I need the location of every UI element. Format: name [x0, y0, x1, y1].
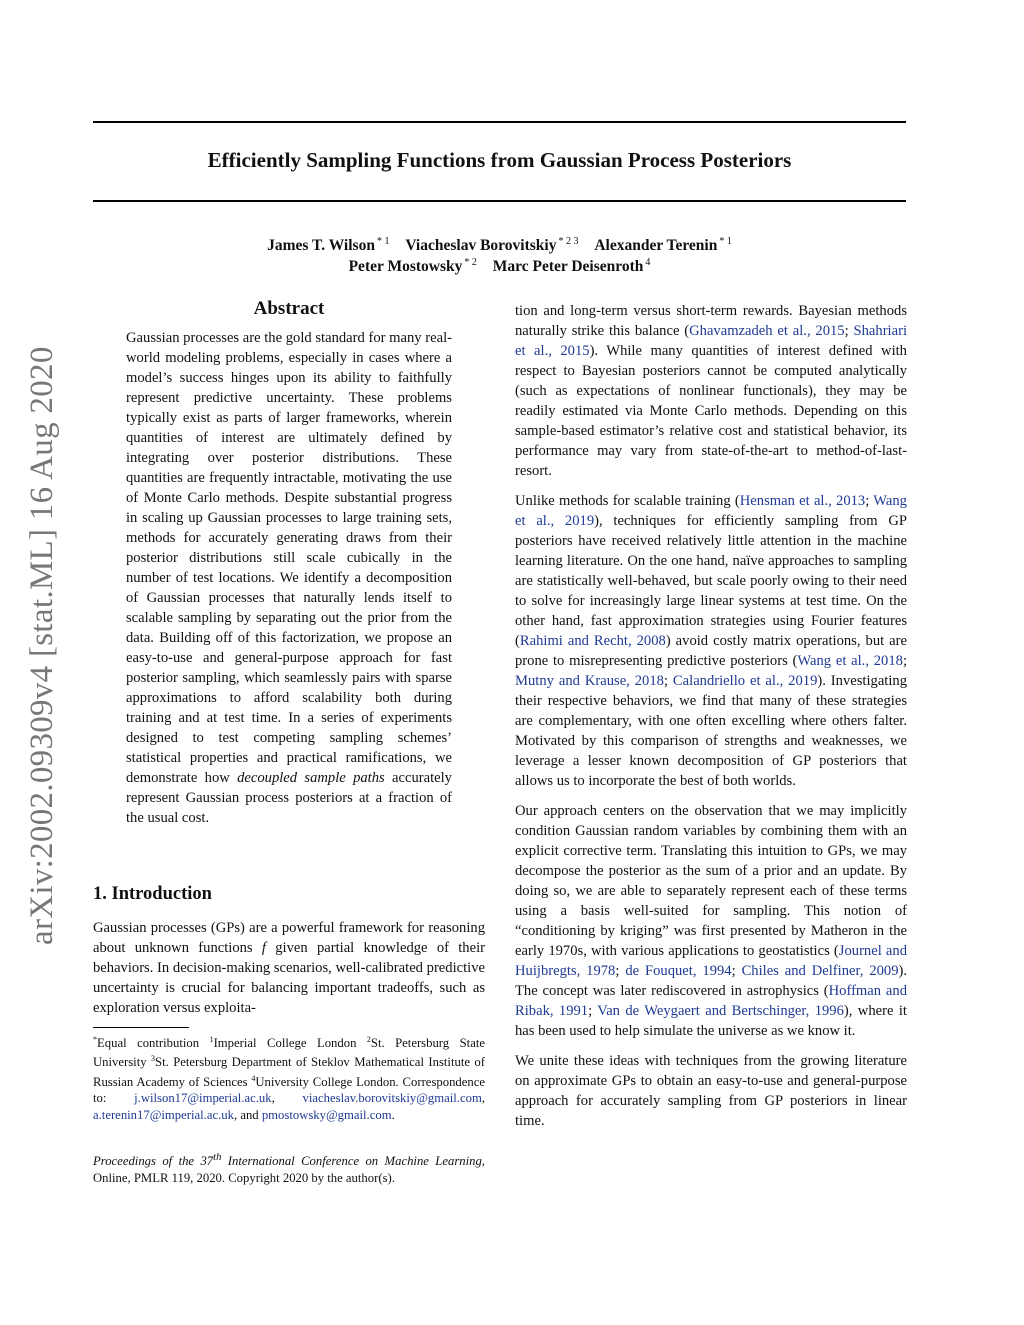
right-column	[515, 301, 907, 1141]
citation-link[interactable]: Hensman et al., 2013	[739, 493, 866, 509]
abstract-body: Gaussian processes are the gold standard for many real-world modeling problems, especially in cases where a model’s success hinges upon its ability to faithfully represent predictive uncertainty. These problems typically exist as parts of larger frameworks, wherein quantities of interest are ultimately defined by integrating over posterior distributions. These quantities are frequently intractable, motivating the use of Monte Carlo methods. Despite substantial progress in scaling up Gaussian processes to large training sets, methods for accurately generating draws from their posterior distributions still scale cubically in the number of test locations. We identify a decomposition of Gaussian processes that naturally lends itself to scalable sampling by separating out the prior from the data. Building off of this factorization, we propose an easy-to-use and general-purpose approach for fast posterior sampling, which seamlessly pairs with sparse approximations to afford scalability both during training and at test time. In a series of experiments designed to test competing sampling schemes’ statistical properties and practical ramifications, we demonstrate how decoupled sample paths accurately represent Gaussian process posteriors at a fraction of the usual cost.	[126, 330, 452, 826]
author: Alexander Terenin $^{* 1}$	[594, 236, 732, 254]
paragraph-text: ), where it has been used to help simulate the universe as we know it.	[515, 1003, 907, 1039]
paragraph-text: ) avoid costly matrix operations, but are prone to misrepresenting predictive posteriors (	[515, 633, 907, 669]
body-paragraph	[515, 1051, 907, 1131]
author: Viacheslav Borovitskiy $^{* 2 3}$	[405, 236, 579, 254]
author-line-2	[93, 257, 906, 276]
footnote-rule	[93, 1027, 189, 1028]
email-link[interactable]: a.terenin17@imperial.ac.uk	[93, 1107, 234, 1122]
email-link[interactable]: viacheslav.borovitskiy@gmail.com	[302, 1091, 482, 1106]
paragraph-text: ;	[588, 1003, 598, 1019]
citation-link[interactable]: Rahimi and Recht, 2008	[519, 633, 666, 649]
paragraph-text: ). Investigating their respective behaviors, we find that many of these strategies are complementary, with one often excelling where others falter. Motivated by this comparison of strengths and weaknesses, we leverage a lesser known decomposition of GP posteriors that allows us to incorporate the best of both worlds.	[515, 673, 908, 789]
author-line-1	[93, 236, 906, 255]
author: Peter Mostowsky $^{* 2}$	[348, 257, 477, 275]
citation-link[interactable]: Shahriari et al., 2015	[515, 323, 907, 359]
body-paragraph	[515, 801, 907, 1041]
arxiv-identifier-stamp: arXiv:2002.09309v4 [stat.ML] 16 Aug 2020	[24, 346, 60, 945]
citation-link[interactable]: Wang et al., 2019	[515, 493, 907, 529]
citation-link[interactable]: Van de Weygaert and Bertschinger, 1996	[597, 1003, 844, 1019]
author: James T. Wilson $^{* 1}$	[267, 236, 390, 254]
email-link[interactable]: pmostowsky@gmail.com	[261, 1107, 392, 1122]
author: Marc Peter Deisenroth $^4$	[492, 257, 651, 275]
citation-link[interactable]: Hoffman and Ribak, 1991	[515, 983, 907, 1019]
body-paragraph	[515, 301, 907, 481]
paragraph-text: ), techniques for efficiently sampling from GP posteriors have received relatively little attention in the machine learning literature. On the one hand, naïve approaches to sampling are statistically well-behaved, but scale poorly owing to their need to solve for increasingly large linear systems at test time. On the other hand, fast approximation strategies using Fourier features (	[515, 513, 907, 649]
paragraph-text: ;	[663, 673, 673, 689]
body-paragraph	[515, 491, 907, 791]
paragraph-text: ). The concept was later rediscovered in astrophysics (	[515, 963, 908, 999]
citation-link[interactable]: Chiles and Delfiner, 2009	[741, 963, 899, 979]
email-link[interactable]: j.wilson17@imperial.ac.uk	[134, 1091, 272, 1106]
introduction-paragraph: Gaussian processes (GPs) are a powerful framework for reasoning about unknown functions f given partial knowledge of their behaviors. In decision-making scenarios, well-calibrated predictive uncertainty is crucial for balancing important tradeoffs, such as exploration versus exploita-	[93, 920, 485, 1016]
paragraph-text: ;	[731, 963, 742, 979]
paragraph-text: ;	[844, 323, 854, 339]
citation-link[interactable]: Calandriello et al., 2019	[672, 673, 818, 689]
title-top-rule	[93, 121, 906, 123]
paragraph-text: Unlike methods for scalable training (	[515, 493, 740, 509]
paragraph-text: ;	[865, 493, 874, 509]
paragraph-text: tion and long-term versus short-term rewards. Bayesian methods naturally strike this balance (	[515, 303, 907, 339]
paragraph-text: ;	[902, 653, 908, 669]
paragraph-text: ). While many quantities of interest defined with respect to Bayesian posteriors cannot be computed analytically (such as expectations of nonlinear functionals), they may be readily estimated via Monte Carlo methods. Depending on this sample-based estimator’s relative cost and statistical behavior, its performance may vary from state-of-the-art to method-of-last-resort.	[515, 343, 907, 479]
paragraph-text: Our approach centers on the observation that we may implicitly condition Gaussian random variables by combining them with an explicit corrective term. Translating this intuition to GPs, we may decompose the posterior as the sum of a prior and an update. By doing so, we are able to separately represent each of these terms using a basis well-suited for sampling. This notion of “conditioning by kriging” was first presented by Matheron in the early 1970s, with various applications to geostatistics (	[515, 803, 907, 959]
citation-link[interactable]: Mutny and Krause, 2018	[515, 673, 664, 689]
proceedings-note: Proceedings of the 37th International Conference on Machine Learning, Online, PMLR 119, 2020. Copyright 2020 by the author(s).	[93, 1152, 485, 1186]
citation-link[interactable]: Journel and Huijbregts, 1978	[515, 943, 907, 979]
citation-link[interactable]: Ghavamzadeh et al., 2015	[689, 323, 845, 339]
paper-title: Efficiently Sampling Functions from Gaussian Process Posteriors	[207, 148, 792, 172]
section-heading-introduction: 1. Introduction	[93, 884, 212, 904]
affiliation-footnote: *Equal contribution $^1$Imperial College London $^2$St. Petersburg State University $^3$St. Petersburg Department of Steklov Mathematical Institute of Russian Academy of Sciences $^4$University College London. Correspondence to: j.wilson17@imperial.ac.uk, viacheslav.borovitskiy@gmail.com, a.terenin17@imperial.ac.uk, and pmostowsky@gmail.com.	[93, 1035, 485, 1122]
title-bottom-rule	[93, 200, 906, 202]
paragraph-text: We unite these ideas with techniques from the growing literature on approximate GPs to obtain an easy-to-use and general-purpose approach for accurately sampling from GP posteriors in linear time.	[515, 1053, 907, 1129]
citation-link[interactable]: de Fouquet, 1994	[625, 963, 732, 979]
paragraph-text: ;	[615, 963, 626, 979]
abstract-heading: Abstract	[253, 298, 325, 319]
citation-link[interactable]: Wang et al., 2018	[797, 653, 903, 669]
